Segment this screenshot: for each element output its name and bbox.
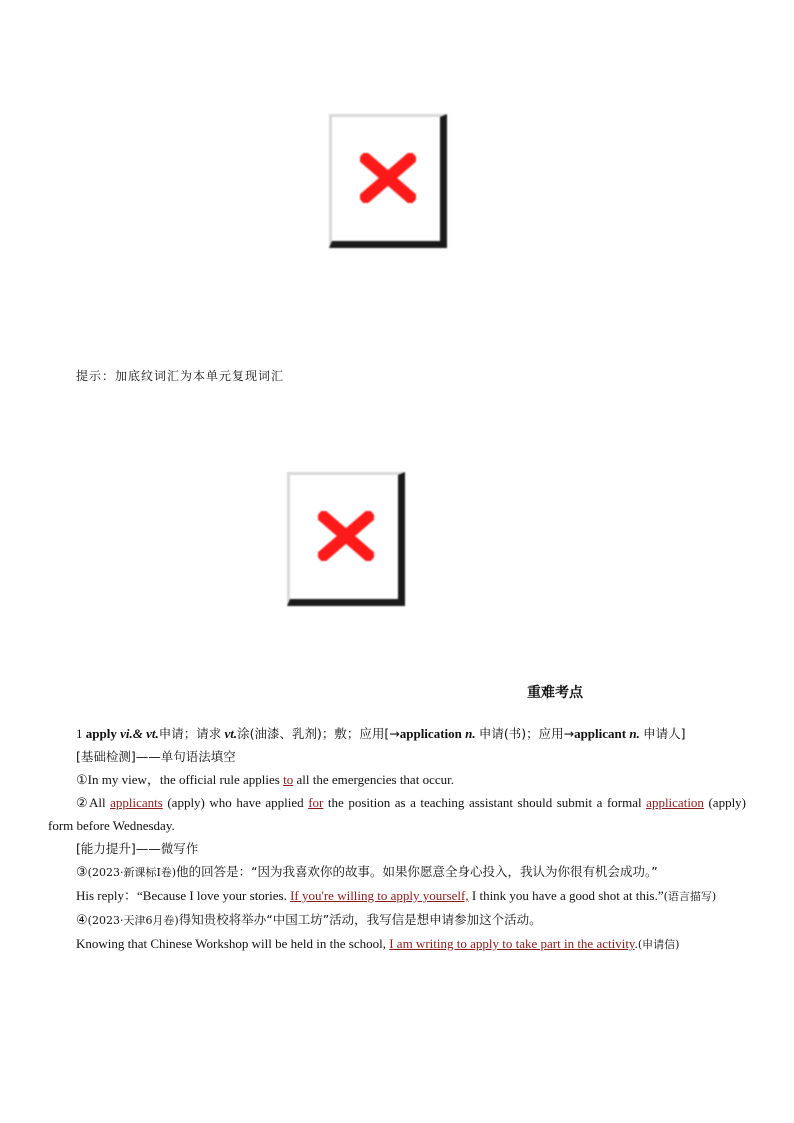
question-3-prompt: ③(2023·新课标Ⅰ卷)他的回答是：“因为我喜欢你的故事。如果你愿意全身心投入，我认为你很有机会成功。” bbox=[76, 864, 658, 879]
entry-number: 1 bbox=[76, 726, 83, 741]
document-body bbox=[48, 722, 746, 956]
entry-definition: 申请；请求 bbox=[158, 726, 222, 741]
vocab-entry bbox=[48, 722, 746, 745]
answer-blank: application bbox=[646, 795, 704, 810]
hint-text: 提示：加底纹词汇为本单元复现词汇 bbox=[76, 369, 285, 383]
broken-image-placeholder bbox=[329, 114, 447, 248]
entry-pos: n. bbox=[629, 726, 640, 741]
ability-heading: [能力提升]——微写作 bbox=[76, 841, 199, 856]
derivative-word: application bbox=[399, 726, 462, 741]
writing-tag: (语言描写) bbox=[663, 890, 717, 903]
entry-pos: n. bbox=[465, 726, 476, 741]
red-x-icon bbox=[318, 511, 374, 561]
entry-definition: 涂(油漆、乳剂)；敷；应用[→ bbox=[237, 726, 400, 741]
entry-definition: 申请人] bbox=[643, 726, 686, 741]
question-3-answer: His reply：“Because I love your stories. If you're willing to apply yourself, I think you have a good shot at this.”(语言描写) bbox=[76, 888, 717, 903]
source-label: (2023·新课标Ⅰ卷) bbox=[87, 866, 177, 879]
answer-blank: If you're willing to apply yourself, bbox=[290, 888, 469, 903]
question-2: ②All applicants (apply) who have applied for the position as a teaching assistant should submit a formal application (apply) form before Wednesday. bbox=[48, 795, 747, 833]
question-4-answer: Knowing that Chinese Workshop will be held in the school, I am writing to apply to take part in the activity.(申请信) bbox=[76, 936, 680, 951]
red-x-icon bbox=[360, 153, 416, 203]
writing-tag: (申请信) bbox=[637, 938, 680, 951]
answer-blank: I am writing to apply to take part in the activity bbox=[389, 936, 635, 951]
answer-blank: for bbox=[308, 795, 324, 810]
question-4-prompt: ④(2023·天津6月卷)得知贵校将举办“中国工坊”活动，我写信是想申请参加这个活动。 bbox=[76, 912, 542, 927]
entry-definition: 申请(书)；应用→ bbox=[478, 726, 575, 741]
source-label: (2023·天津6月卷) bbox=[87, 914, 179, 927]
entry-pos: vt. bbox=[224, 726, 238, 741]
entry-word: apply bbox=[85, 726, 117, 741]
basic-heading: [基础检测]——单句语法填空 bbox=[76, 749, 236, 764]
answer-blank: to bbox=[283, 772, 294, 787]
entry-pos: vi.& vt. bbox=[120, 726, 159, 741]
broken-image-placeholder bbox=[287, 472, 405, 606]
question-1: ①In my view，the official rule applies to all the emergencies that occur. bbox=[76, 772, 454, 787]
section-title: 重难考点 bbox=[527, 685, 583, 701]
answer-blank: applicants bbox=[110, 795, 163, 810]
derivative-word: applicant bbox=[574, 726, 627, 741]
